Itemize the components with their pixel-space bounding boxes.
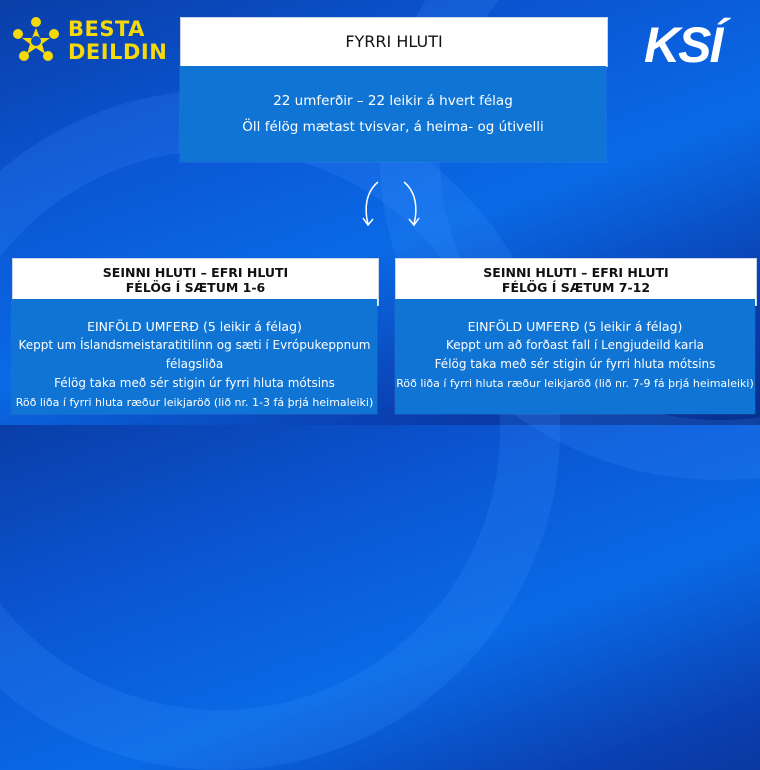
ksi-logo-text: KSÍ [644, 17, 722, 70]
lower-half-title: SEINNI HLUTI – EFRI HLUTI [483, 265, 669, 280]
star-logo-icon [10, 14, 62, 66]
first-part-line: 22 umferðir – 22 leikir á hvert félag [273, 93, 513, 109]
logo-word-besta: BESTA [68, 17, 145, 41]
first-part-description-box [180, 66, 606, 162]
lower-half-line: Keppt um að forðast fall í Lengjudeild karla [445, 338, 705, 352]
besta-deildin-logo [10, 14, 180, 64]
split-left-arrow-icon [362, 180, 386, 228]
upper-half-title: SEINNI HLUTI – EFRI HLUTI [102, 265, 289, 280]
logo-word-deildin: DEILDIN [68, 40, 168, 64]
lower-half-line: EINFÖLD UMFERÐ (5 leikir á félag) [467, 319, 683, 334]
lower-half-line: Félög taka með sér stigin úr fyrri hluta mótsins [434, 357, 716, 371]
upper-half-line: Keppt um Íslandsmeistaratitilinn og sæti í Evrópukeppnum félagsliða [18, 338, 371, 371]
upper-half-line: EINFÖLD UMFERÐ (5 leikir á félag) [87, 319, 302, 334]
upper-half-line: Félög taka með sér stigin úr fyrri hluta mótsins [54, 376, 335, 390]
first-part-title: FYRRI HLUTI [345, 32, 443, 51]
lower-half-subtitle: FÉLÖG Í SÆTUM 7-12 [501, 280, 651, 295]
upper-half-description-box [12, 299, 377, 414]
first-part-line: Öll félög mætast tvisvar, á heima- og útivelli [242, 119, 544, 135]
first-part-title-box [180, 17, 608, 67]
split-right-arrow-icon [396, 180, 420, 228]
upper-half-line: Röð liða í fyrri hluta ræður leikjaröð (lið nr. 1-3 fá þrjá heimaleiki) [15, 396, 374, 409]
lower-half-line: Röð liða í fyrri hluta ræður leikjaröð (lið nr. 7-9 fá þrjá heimaleiki) [396, 377, 754, 390]
upper-half-subtitle: FÉLÖG Í SÆTUM 1-6 [125, 280, 266, 295]
lower-half-description-box [395, 299, 755, 414]
ksi-logo [640, 14, 750, 70]
